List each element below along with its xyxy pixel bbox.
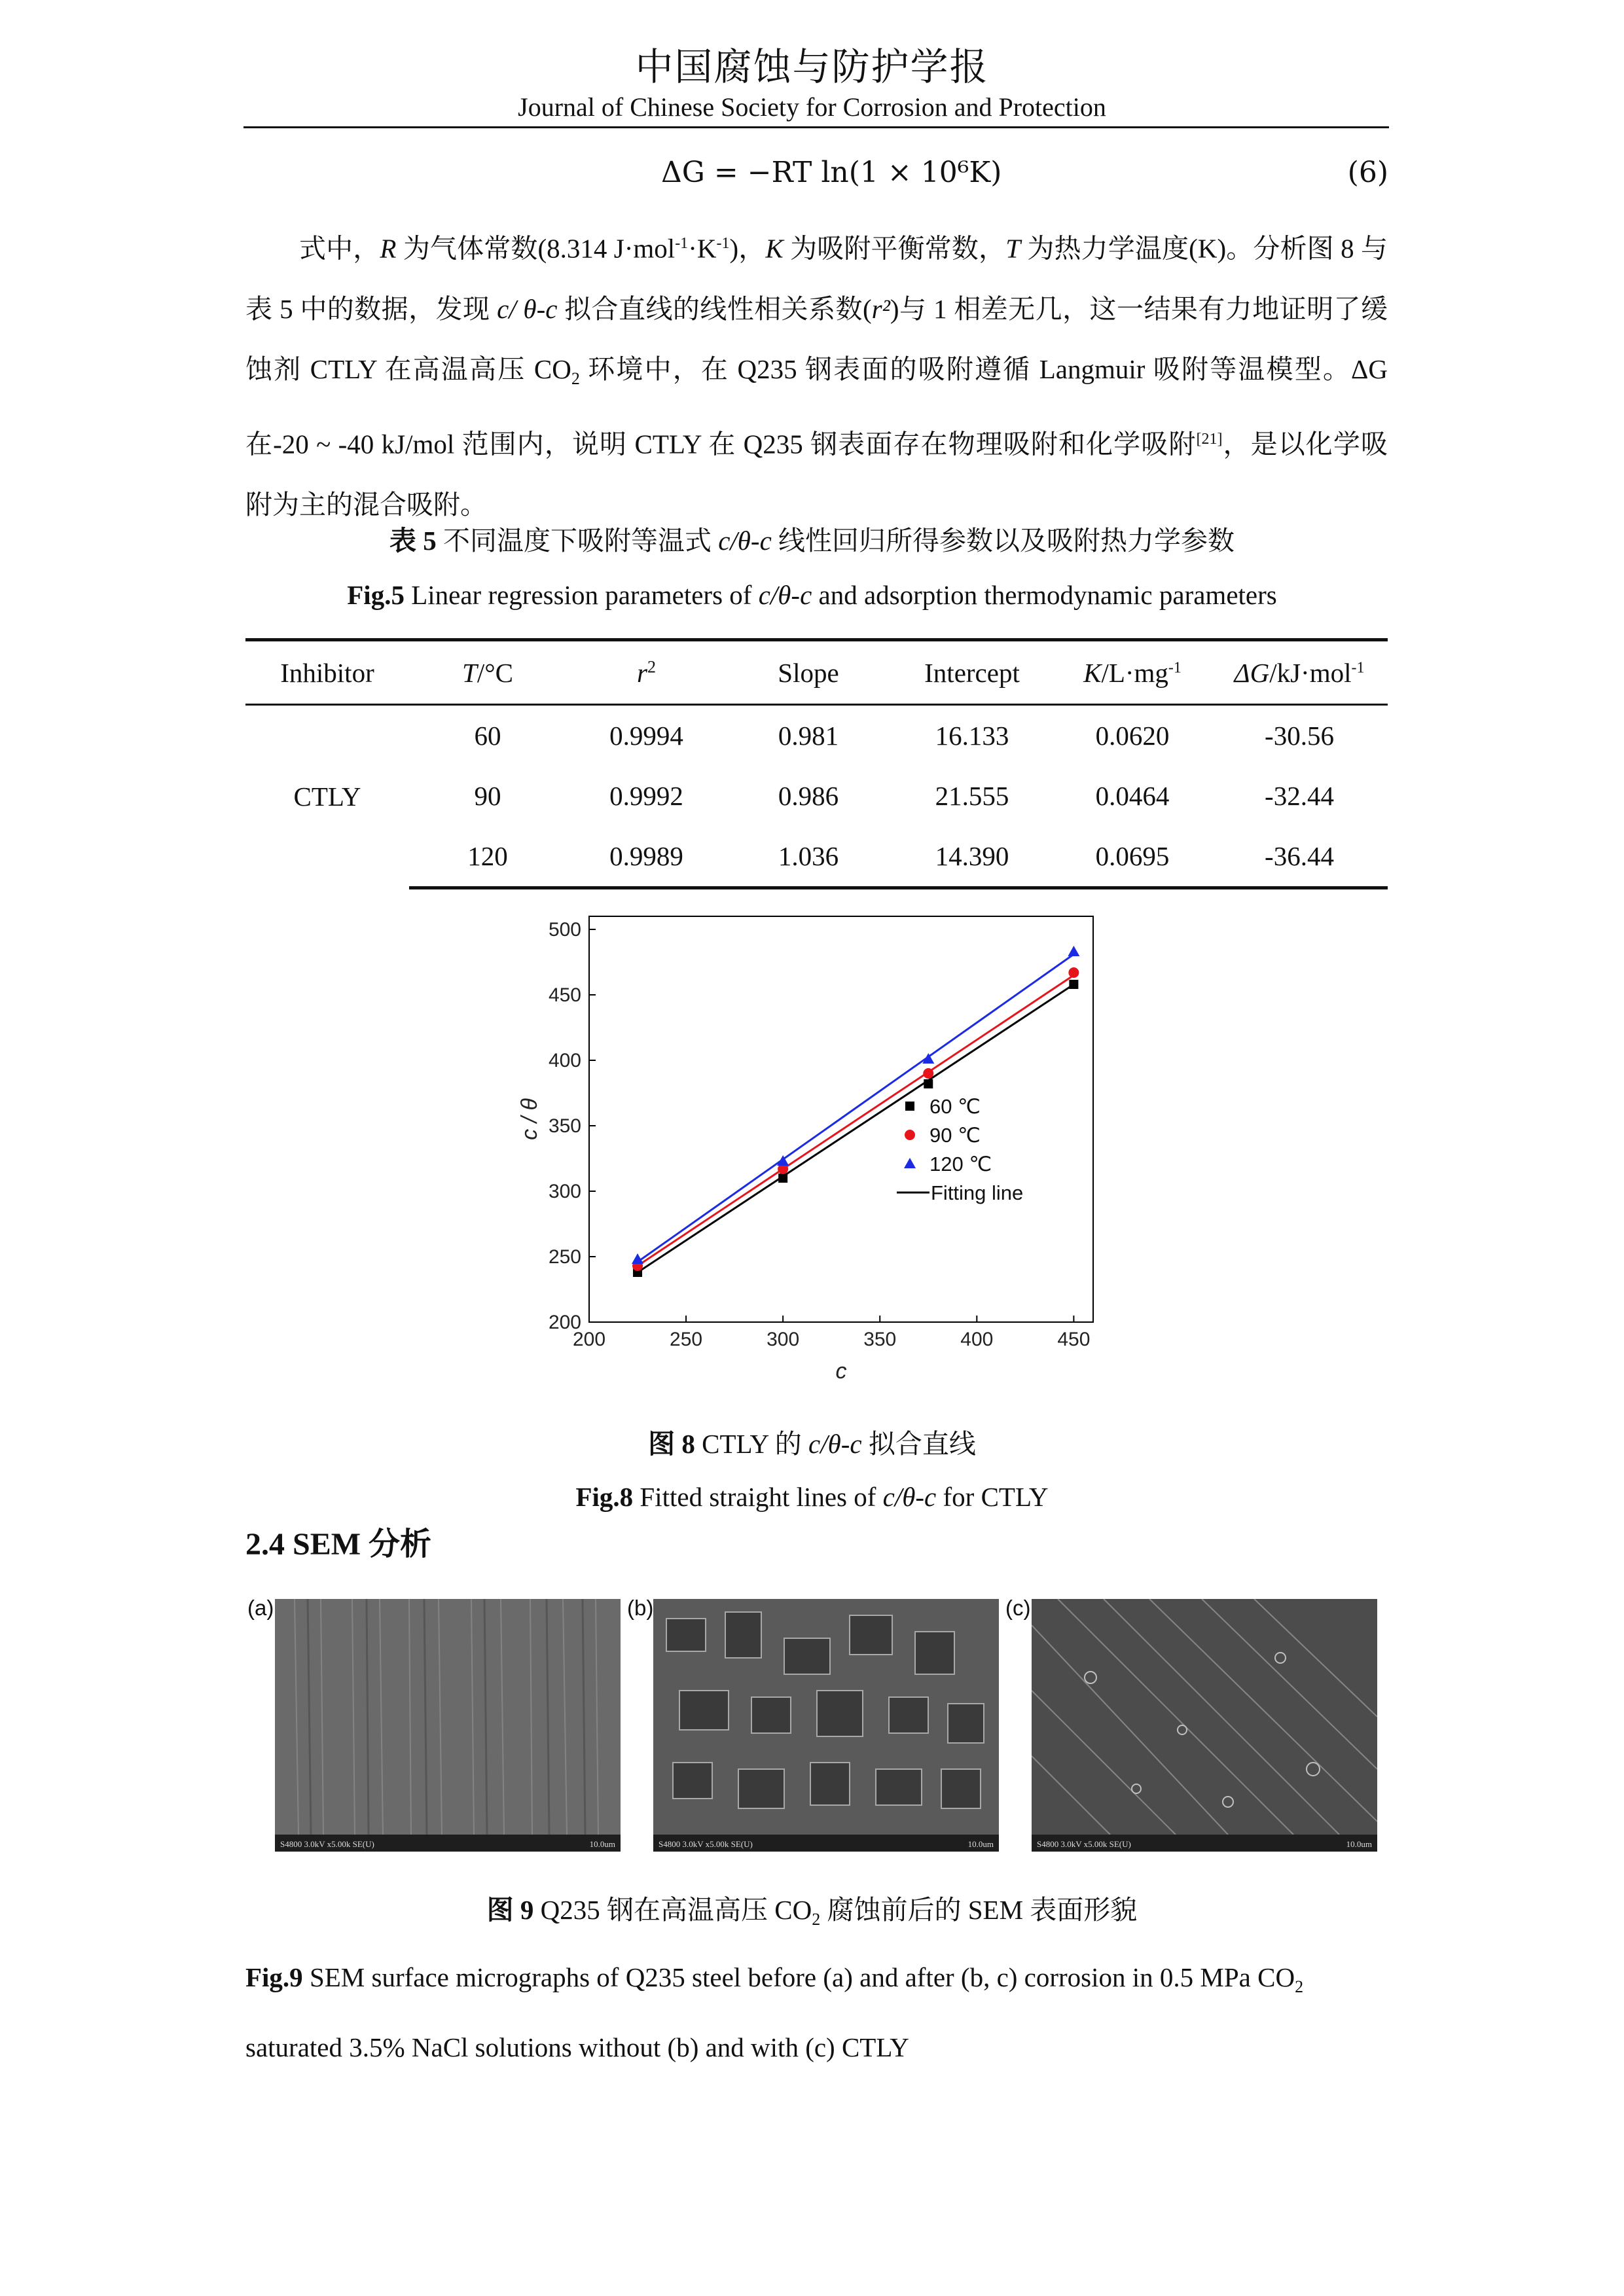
table-row: [245, 766, 1388, 826]
sem-label-a: (a): [247, 1596, 274, 1620]
y-tick-label: 300: [548, 1181, 581, 1202]
col-header-deltag: ΔG/kJ·mol$^{-1}$: [1211, 640, 1388, 705]
table-cell: -32.44: [1265, 781, 1334, 811]
section-heading: 2.4 SEM 分析: [245, 1527, 432, 1562]
svg-text:S4800 3.0kV x5.00k SE(U): S4800 3.0kV x5.00k SE(U): [659, 1839, 753, 1849]
y-tick-label: 500: [548, 919, 581, 941]
x-tick-label: 250: [670, 1329, 703, 1350]
table-cell: 60: [474, 721, 501, 751]
y-tick-label: 400: [548, 1050, 581, 1071]
fit-line: [638, 954, 1074, 1262]
table-cell: -30.56: [1265, 721, 1334, 751]
y-tick-label: 450: [548, 984, 581, 1006]
x-tick-label: 200: [572, 1329, 606, 1350]
x-tick-label: 350: [863, 1329, 897, 1350]
legend-marker: [905, 1102, 914, 1111]
legend-label: 120 ℃: [929, 1153, 992, 1175]
table-cell: 0.9994: [609, 721, 683, 751]
table-cell: 0.0464: [1095, 781, 1170, 811]
table-row: [245, 705, 1388, 766]
data-point: [1068, 967, 1079, 978]
table-cell: 0.9989: [566, 826, 727, 888]
sem-label-b: (b): [627, 1596, 654, 1620]
table5-caption-cn: 表 5 不同温度下吸附等温式 c/θ-c 线性回归所得参数以及吸附热力学参数: [389, 526, 1235, 556]
sem-label-c: (c): [1005, 1596, 1031, 1620]
y-tick-label: 250: [548, 1246, 581, 1268]
svg-text:10.0um: 10.0um: [589, 1839, 615, 1849]
data-point: [1069, 980, 1078, 989]
equation-6: ΔG = −RT ln(1 × 10⁶K): [661, 156, 1002, 189]
table-cell: 0.986: [778, 781, 839, 811]
y-tick-label: 350: [548, 1115, 581, 1137]
col-header-intercept: Intercept: [890, 640, 1054, 705]
y-tick-label: 200: [548, 1312, 581, 1333]
journal-title-cn: 中国腐蚀与防护学报: [635, 46, 989, 88]
table-header-row: [245, 640, 1388, 705]
table-cell: 120: [409, 826, 566, 888]
y-axis-label: c / θ: [517, 1098, 542, 1140]
svg-text:S4800 3.0kV x5.00k SE(U): S4800 3.0kV x5.00k SE(U): [280, 1839, 374, 1849]
table-cell: -36.44: [1211, 826, 1388, 888]
fig8-chart: [517, 910, 1106, 1394]
table-cell: 0.0695: [1054, 826, 1211, 888]
cell-inhibitor: CTLY: [293, 781, 361, 812]
svg-text:10.0um: 10.0um: [967, 1839, 994, 1849]
sem-image-c: [1032, 1599, 1377, 1852]
table-row: [245, 826, 1388, 888]
sem-image-b: [653, 1599, 999, 1852]
table-cell: 14.390: [890, 826, 1054, 888]
x-tick-label: 450: [1057, 1329, 1091, 1350]
fig8-caption-cn: 图 8 CTLY 的 c/θ-c 拟合直线: [648, 1429, 976, 1459]
legend-marker: [904, 1158, 916, 1168]
table-cell: 16.133: [935, 721, 1009, 751]
table-cell: 90: [474, 781, 501, 811]
col-header-slope: Slope: [727, 640, 890, 705]
table-cell: 0.9992: [609, 781, 683, 811]
fit-line: [638, 984, 1074, 1272]
table-cell: 21.555: [935, 781, 1009, 811]
legend-marker: [905, 1130, 915, 1140]
col-header-r2: $r^2$: [566, 640, 727, 705]
x-axis-label: c: [835, 1359, 847, 1384]
sem-image-a: [275, 1599, 621, 1852]
col-header-k: $K/L\cdot mg^{-1}$: [1054, 640, 1211, 705]
data-point: [1068, 946, 1079, 956]
x-tick-label: 400: [960, 1329, 994, 1350]
table-cell: 0.981: [778, 721, 839, 751]
svg-text:S4800 3.0kV x5.00k SE(U): S4800 3.0kV x5.00k SE(U): [1037, 1839, 1131, 1849]
legend-label: 60 ℃: [929, 1095, 981, 1118]
equation-number: (6): [1347, 156, 1388, 189]
col-header-temperature: T/°C: [409, 640, 566, 705]
fig9-caption-cn: 图 9 Q235 钢在高温高压 $CO_2$ 腐蚀前后的 SEM 表面形貌: [486, 1895, 1138, 1929]
data-point: [924, 1079, 933, 1088]
legend-label: 90 ℃: [929, 1124, 981, 1147]
col-header-inhibitor: Inhibitor: [245, 640, 409, 705]
fig8-caption-en: Fig.8 Fitted straight lines of c/θ-c for CTLY: [575, 1482, 1049, 1512]
legend-fit-label: Fitting line: [931, 1181, 1024, 1204]
journal-title-en: Journal of Chinese Society for Corrosion and Protection: [518, 92, 1106, 122]
body-paragraph: 式中，R 为气体常数(8.314 $J\cdot mol^{-1}\cdot K^{-1}$)，K 为吸附平衡常数，T 为热力学温度(K)。分析图 8 与表 5 中的数据，发现 c/ θ-c 拟合直线的线性相关系数(r²)与 1 相差无几，这一结果有力地证明了缓蚀剂 CTLY 在高温高压 $CO_2$ 环境中，在 Q235 钢表面的吸附遵循 Langmuir 吸附等温模型。ΔG 在-20 ~ -40 kJ/mol 范围内，说明 CTLY 在 Q235 钢表面存在物理吸附和化学吸附[21]，是以化学吸附为主的混合吸附。: [245, 233, 1388, 520]
table-cell: 1.036: [727, 826, 890, 888]
data-point: [923, 1068, 933, 1079]
table5-caption-en: Fig.5 Linear regression parameters of c/θ-c and adsorption thermodynamic parameters: [347, 580, 1277, 610]
x-tick-label: 300: [767, 1329, 800, 1350]
header-rule: [244, 126, 1389, 128]
data-point: [778, 1174, 787, 1183]
table-5: [245, 638, 1388, 889]
fig8-svg: [517, 910, 1106, 1394]
table-cell: 0.0620: [1095, 721, 1170, 751]
fit-line: [638, 975, 1074, 1266]
svg-text:10.0um: 10.0um: [1346, 1839, 1372, 1849]
fig9-caption-en: Fig.9 SEM surface micrographs of Q235 steel before (a) and after (b, c) corrosion in 0.5 MPa $CO_2$ saturated 3.5% NaCl solutions without (b) and with (c) CTLY: [245, 1962, 1304, 2063]
